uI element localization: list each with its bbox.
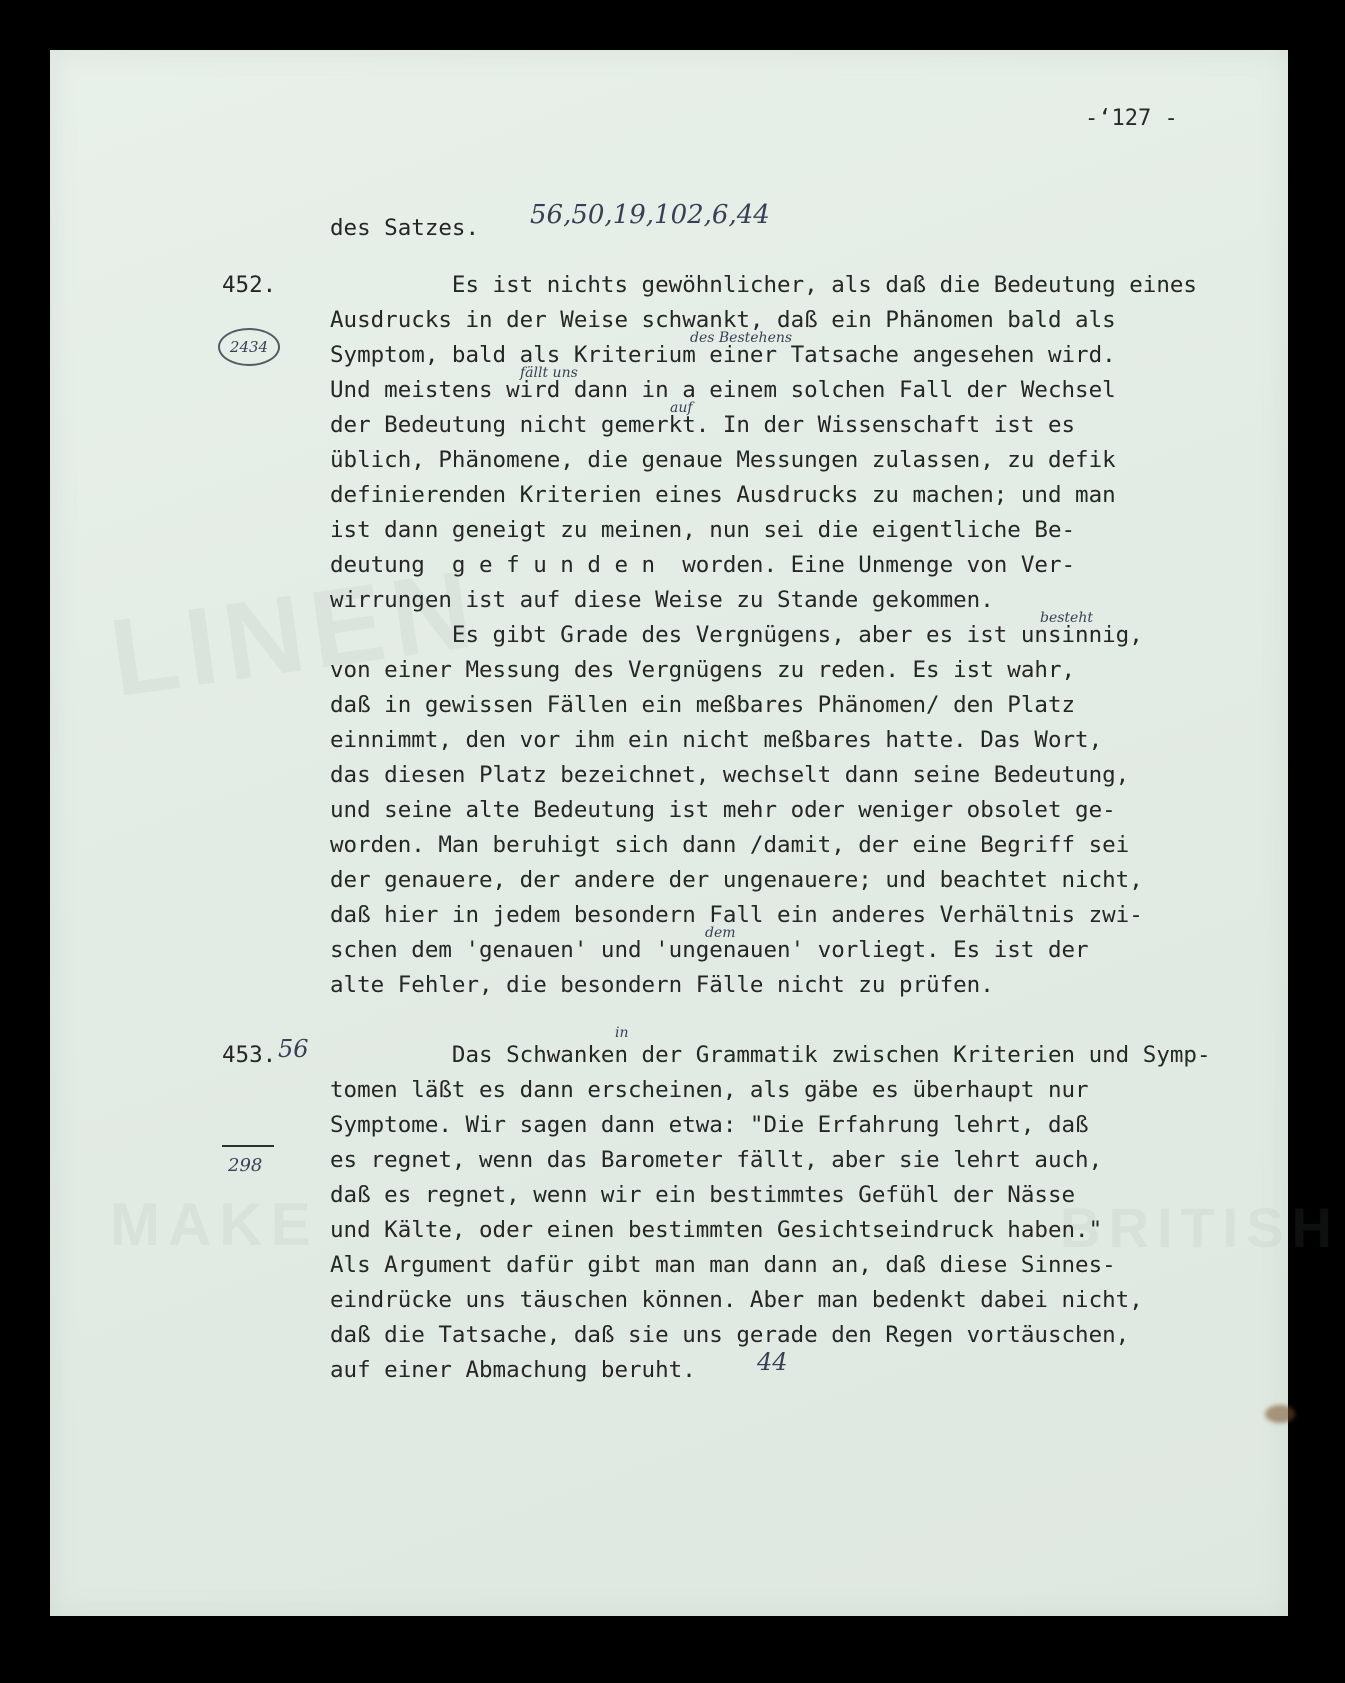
text-line: daß in gewissen Fällen ein meßbares Phänomen/ den Platz <box>330 692 1076 718</box>
text-line: Ausdrucks in der Weise schwankt, daß ein Phänomen bald als <box>330 307 1116 333</box>
text-line: der Bedeutung nicht gemerkt. In der Wissenschaft ist es <box>330 412 1076 438</box>
watermark-text: LINEN <box>103 546 487 721</box>
section-underline <box>222 1145 274 1147</box>
text-line: Symptome. Wir sagen dann etwa: "Die Erfahrung lehrt, daß <box>330 1112 1089 1138</box>
section-number-453: 453. <box>222 1042 277 1068</box>
section-number-452: 452. <box>222 272 277 298</box>
text-line: wirrungen ist auf diese Weise zu Stande gekommen. <box>330 587 994 613</box>
handwritten-note: 44 <box>757 1348 788 1376</box>
text-line: von einer Messung des Vergnügens zu reden. Es ist wahr, <box>330 657 1076 683</box>
text-line: des Satzes. <box>330 215 480 241</box>
handwritten-insertion: fällt uns <box>520 365 578 381</box>
text-line: schen dem 'genauen' und 'ungenauen' vorliegt. Es ist der <box>330 937 1089 963</box>
circled-note: 2434 <box>218 328 280 366</box>
document-page <box>50 50 1340 1616</box>
handwritten-note: 298 <box>228 1155 263 1176</box>
handwritten-insertion: in <box>615 1025 629 1041</box>
text-line: der genauere, der andere der ungenauere; und beachtet nicht, <box>330 867 1143 893</box>
handwritten-insertion: auf <box>670 400 693 416</box>
text-line: daß die Tatsache, daß sie uns gerade den Regen vortäuschen, <box>330 1322 1130 1348</box>
handwritten-insertion: besteht <box>1040 610 1093 626</box>
text-line: und Kälte, oder einen bestimmten Gesichtseindruck haben." <box>330 1217 1103 1243</box>
text-line: Es gibt Grade des Vergnügens, aber es ist unsinnig, <box>330 622 1143 648</box>
text-line: Und meistens wird dann in a einem solchen Fall der Wechsel <box>330 377 1116 403</box>
handwritten-ref-numbers: 56,50,19,102,6,44 <box>530 200 770 230</box>
watermark-text: MAKE <box>110 1191 319 1258</box>
text-line: Das Schwanken der Grammatik zwischen Kriterien und Symp- <box>330 1042 1211 1068</box>
page-number: -‘127 - <box>1085 106 1178 131</box>
handwritten-insertion: dem <box>705 925 736 941</box>
text-line: definierenden Kriterien eines Ausdrucks zu machen; und man <box>330 482 1116 508</box>
text-line: ist dann geneigt zu meinen, nun sei die eigentliche Be- <box>330 517 1076 543</box>
paper-stain <box>1265 1405 1295 1423</box>
watermark-text: BRITISH <box>1060 1196 1340 1259</box>
text-line: tomen läßt es dann erscheinen, als gäbe es überhaupt nur <box>330 1077 1089 1103</box>
text-line: das diesen Platz bezeichnet, wechselt dann seine Bedeutung, <box>330 762 1130 788</box>
text-line: Es ist nichts gewöhnlicher, als daß die Bedeutung eines <box>330 272 1197 298</box>
text-line: Symptom, bald als Kriterium einer Tatsache angesehen wird. <box>330 342 1116 368</box>
text-line: es regnet, wenn das Barometer fällt, aber sie lehrt auch, <box>330 1147 1103 1173</box>
handwritten-insertion: des Bestehens <box>690 330 793 346</box>
text-line: auf einer Abmachung beruht. <box>330 1357 696 1383</box>
text-line: deutung g e f u n d e n worden. Eine Unmenge von Ver- <box>330 552 1076 578</box>
handwritten-note: 56 <box>278 1035 309 1063</box>
text-line: einnimmt, den vor ihm ein nicht meßbares hatte. Das Wort, <box>330 727 1103 753</box>
text-line: Als Argument dafür gibt man man dann an, daß diese Sinnes- <box>330 1252 1116 1278</box>
text-line: üblich, Phänomene, die genaue Messungen zulassen, zu defik <box>330 447 1116 473</box>
text-line: eindrücke uns täuschen können. Aber man bedenkt dabei nicht, <box>330 1287 1143 1313</box>
text-line: worden. Man beruhigt sich dann /damit, der eine Begriff sei <box>330 832 1130 858</box>
text-line: alte Fehler, die besondern Fälle nicht zu prüfen. <box>330 972 994 998</box>
text-line: und seine alte Bedeutung ist mehr oder weniger obsolet ge- <box>330 797 1116 823</box>
text-line: daß hier in jedem besondern Fall ein anderes Verhältnis zwi- <box>330 902 1143 928</box>
text-line: daß es regnet, wenn wir ein bestimmtes Gefühl der Nässe <box>330 1182 1076 1208</box>
